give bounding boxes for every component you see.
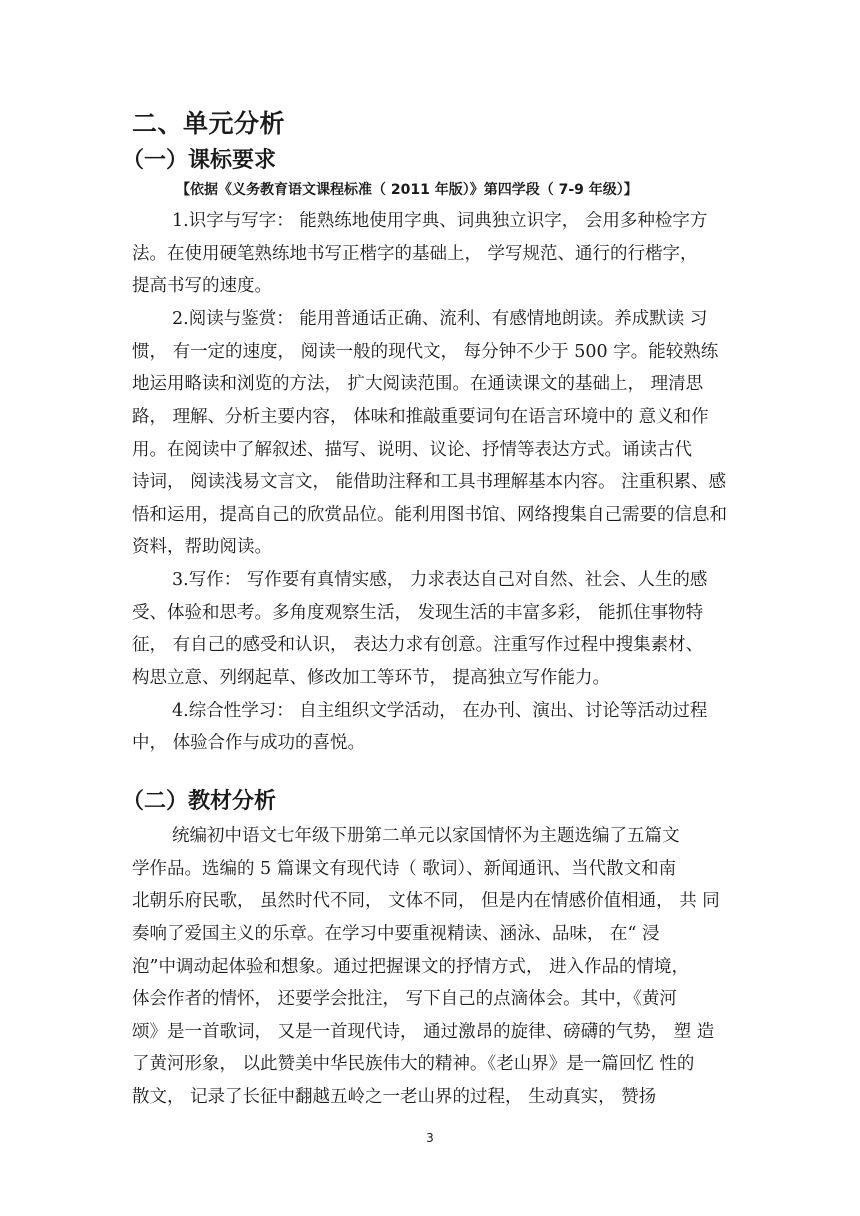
page-number: 3 <box>426 1131 434 1145</box>
body-line: 4.综合性学习： 自主组织文学活动， 在办刊、演出、讨论等活动过程 <box>172 701 708 721</box>
body-line: 地运用略读和浏览的方法， 扩大阅读范围。在通读课文的基础上， 理清思 <box>132 374 704 394</box>
body-line: 用。在阅读中了解叙述、描写、说明、议论、抒情等表达方式。诵读古代 <box>132 440 692 460</box>
curriculum-basis-note: 【依据《义务教育语文课程标准（ 2011 年版）》第四学段（ 7-9 年级）】 <box>176 182 638 198</box>
body-line: 资料，帮助阅读。 <box>132 537 272 557</box>
body-line: 征， 有自己的感受和认识， 表达力求有创意。注重写作过程中搜集素材、 <box>132 635 704 655</box>
body-line: 悟和运用，提高自己的欣赏品位。能利用图书馆、网络搜集自己需要的信息和 <box>132 505 727 525</box>
body-line: 惯， 有一定的速度， 阅读一般的现代文， 每分钟不少于 500 字。能较熟练 <box>132 342 719 362</box>
body-line: 提高书写的速度。 <box>132 276 272 296</box>
body-line: 体会作者的情怀， 还要学会批注， 写下自己的点滴体会。其中，《黄河 <box>132 989 677 1009</box>
body-line: 构思立意、列纲起草、修改加工等环节， 提高独立写作能力。 <box>132 668 611 688</box>
body-line: 奏响了爱国主义的乐章。在学习中要重视精读、涵泳、品味， 在“ 浸 <box>132 924 660 944</box>
body-line: 1.识字与写字： 能熟练地使用字典、词典独立识字， 会用多种检字方 <box>172 211 708 231</box>
body-line: 散文， 记录了长征中翻越五岭之一老山界的过程， 生动真实， 赞扬 <box>132 1087 657 1107</box>
body-line: 学作品。选编的 5 篇课文有现代诗（ 歌词）、新闻通讯、当代散文和南 <box>132 859 677 879</box>
body-line: 中， 体验合作与成功的喜悦。 <box>132 733 366 753</box>
body-line: 诗词， 阅读浅易文言文， 能借助注释和工具书理解基本内容。 注重积累、感 <box>132 472 727 492</box>
subsection-title-textbook: （二）教材分析 <box>122 789 277 814</box>
section-title: 二、单元分析 <box>132 109 286 138</box>
body-line: 北朝乐府民歌， 虽然时代不同， 文体不同， 但是内在情感价值相通， 共 同 <box>132 891 720 911</box>
body-line: 统编初中语文七年级下册第二单元以家国情怀为主题选编了五篇文 <box>172 826 680 846</box>
body-line: 法。在使用硬笔熟练地书写正楷字的基础上， 学写规范、通行的行楷字， <box>132 244 698 264</box>
body-line: 颂》是一首歌词， 又是一首现代诗， 通过激昂的旋律、磅礴的气势， 塑 造 <box>132 1022 715 1042</box>
subsection-title-curriculum: （一）课标要求 <box>122 148 277 173</box>
body-line: 3.写作： 写作要有真情实感， 力求表达自己对自然、社会、人生的感 <box>172 570 708 590</box>
body-line: 受、体验和思考。多角度观察生活， 发现生活的丰富多彩， 能抓住事物特 <box>132 603 704 623</box>
body-line: 了黄河形象， 以此赞美中华民族伟大的精神。《老山界》是一篇回忆 性的 <box>132 1054 695 1074</box>
body-line: 2.阅读与鉴赏： 能用普通话正确、流利、有感情地朗读。养成默读 习 <box>172 309 708 329</box>
body-line: 路， 理解、分析主要内容， 体味和推敲重要词句在语言环境中的 意义和作 <box>132 407 709 427</box>
body-line: 泡”中调动起体验和想象。通过把握课文的抒情方式， 进入作品的情境， <box>132 957 690 977</box>
